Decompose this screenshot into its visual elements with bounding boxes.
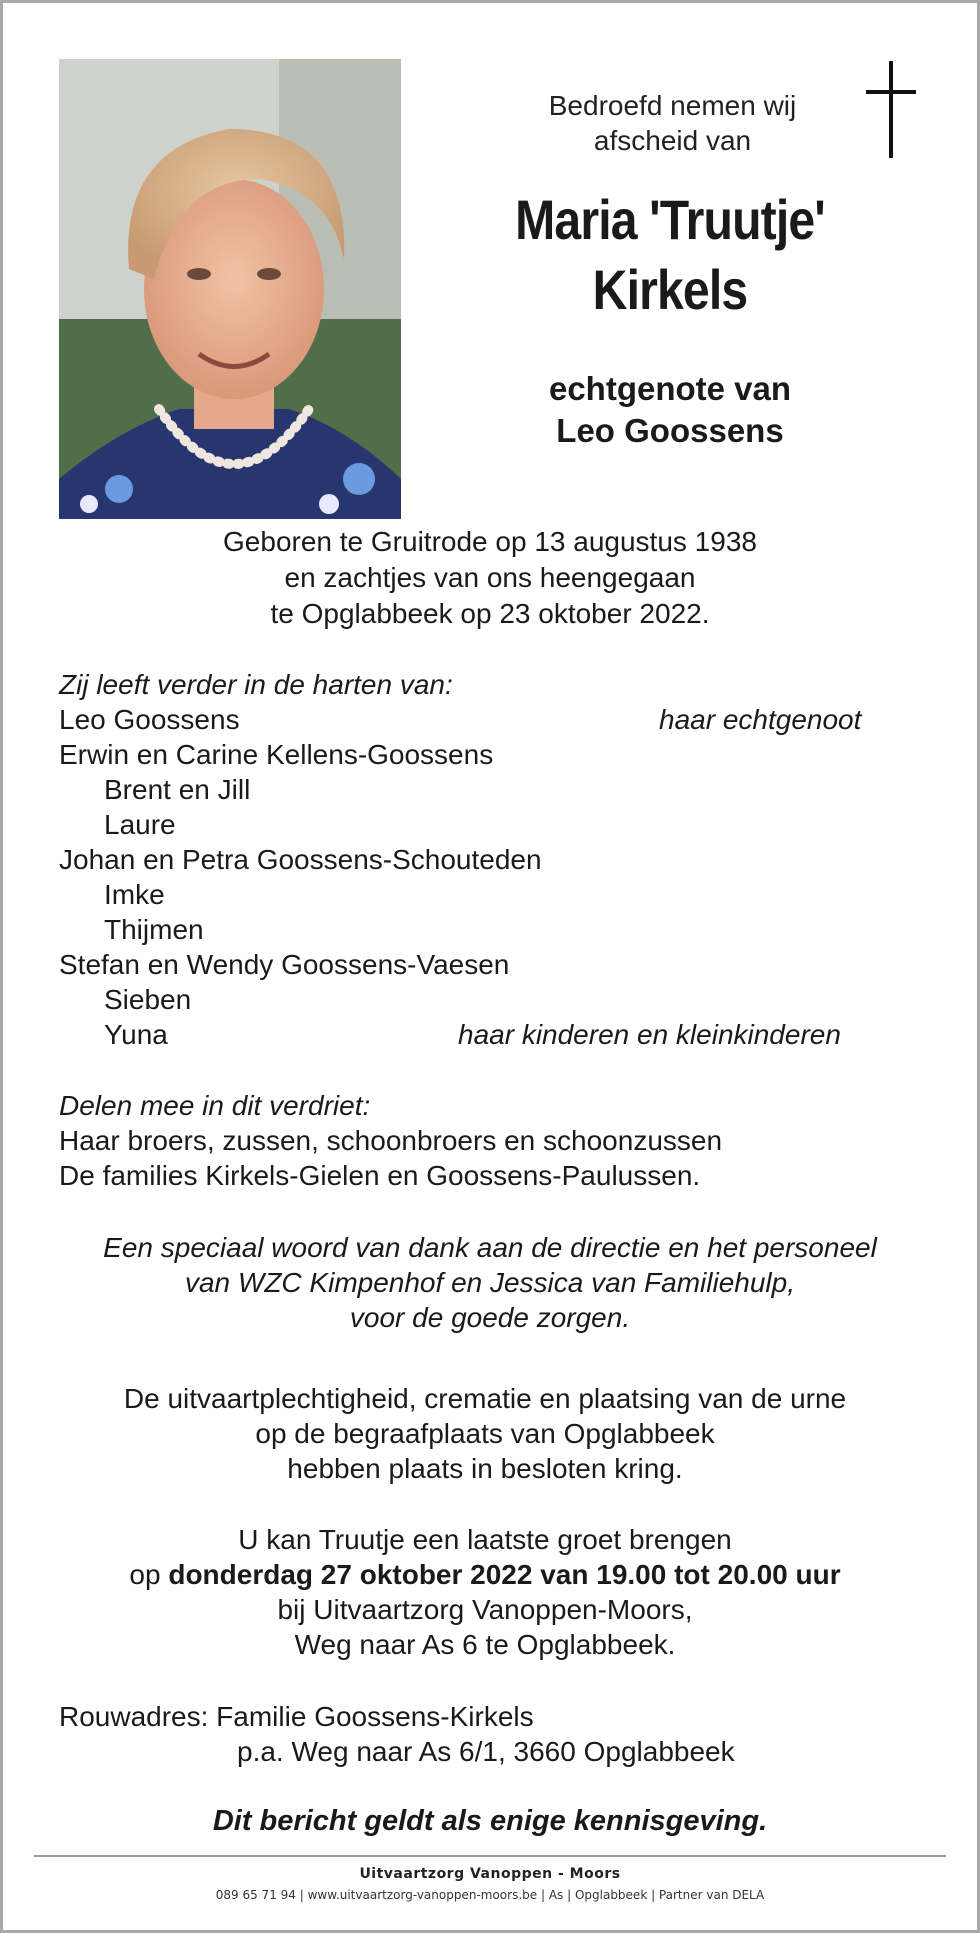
share-line-2: De families Kirkels-Gielen en Goossens-Paulussen. (59, 1160, 701, 1191)
family-member: Leo Goossens (59, 704, 240, 735)
deceased-name-line-1: Maria 'Truutje' (515, 188, 825, 251)
thanks-section (59, 1230, 921, 1335)
spouse-text (480, 368, 860, 452)
portrait-photo (59, 59, 401, 519)
visit-line-2 (59, 1557, 911, 1592)
visit-date-time: donderdag 27 oktober 2022 van 19.00 tot 20.00 uur (168, 1559, 841, 1590)
share-heading: Delen mee in dit verdriet: (59, 1090, 371, 1121)
family-member: Erwin en Carine Kellens-Goossens (59, 739, 494, 770)
family-member: Sieben (104, 984, 192, 1015)
family-relation-note: haar kinderen en kleinkinderen (458, 1019, 841, 1050)
intro-line-2: afscheid van (593, 125, 752, 156)
deceased-name-line-2: Kirkels (592, 258, 748, 321)
share-section (59, 1088, 919, 1193)
family-member: Johan en Petra Goossens-Schouteden (59, 844, 542, 875)
thanks-line-3: voor de goede zorgen. (349, 1302, 631, 1333)
thanks-line-2: van WZC Kimpenhof en Jessica van Familiehulp, (184, 1267, 796, 1298)
ceremony-line-2: op de begraafplaats van Opglabbeek (255, 1418, 715, 1449)
family-heading: Zij leeft verder in de harten van: (59, 669, 453, 700)
spouse-line-1: echtgenote van (548, 370, 792, 407)
address-line-1: Rouwadres: Familie Goossens-Kirkels (59, 1701, 534, 1732)
cross-icon (866, 61, 916, 161)
birth-death-text (60, 524, 920, 632)
visit-line-4: Weg naar As 6 te Opglabbeek. (294, 1629, 676, 1660)
share-line-1: Haar broers, zussen, schoonbroers en schoonzussen (59, 1125, 723, 1156)
ceremony-line-1: De uitvaartplechtigheid, crematie en plaatsing van de urne (123, 1383, 847, 1414)
address-section (59, 1699, 919, 1769)
notice-text: Dit bericht geldt als enige kennisgeving. (212, 1805, 768, 1837)
intro-text (490, 88, 855, 158)
birth-line-1: Geboren te Gruitrode op 13 augustus 1938 (223, 526, 757, 557)
family-member: Brent en Jill (104, 774, 251, 805)
deceased-name (464, 185, 877, 325)
spouse-line-2: Leo Goossens (556, 412, 784, 449)
visitation-section (59, 1522, 911, 1662)
birth-line-3: te Opglabbeek op 23 oktober 2022. (270, 598, 710, 629)
family-section (59, 667, 919, 1052)
ceremony-line-3: hebben plaats in besloten kring. (287, 1453, 683, 1484)
visit-line-1: U kan Truutje een laatste groet brengen (238, 1524, 732, 1555)
ceremony-section (59, 1381, 911, 1486)
footer-divider (34, 1855, 946, 1857)
portrait-illustration (59, 59, 401, 519)
family-member: Thijmen (104, 914, 204, 945)
birth-line-2: en zachtjes van ons heengegaan (284, 562, 696, 593)
visit-line-2-prefix: op (129, 1559, 161, 1590)
footer-company: Uitvaartzorg Vanoppen - Moors (359, 1866, 621, 1882)
family-member: Stefan en Wendy Goossens-Vaesen (59, 949, 510, 980)
family-member: Yuna (104, 1019, 168, 1050)
family-member: Laure (104, 809, 176, 840)
address-line-2: p.a. Weg naar As 6/1, 3660 Opglabbeek (237, 1736, 735, 1767)
footer-contact-info: 089 65 71 94 | www.uitvaartzorg-vanoppen-moors.be | As | Opglabbeek | Partner van DELA (215, 1888, 765, 1902)
family-relation-note: haar echtgenoot (659, 704, 862, 735)
family-member: Imke (104, 879, 165, 910)
thanks-line-1: Een speciaal woord van dank aan de directie en het personeel (103, 1232, 877, 1263)
intro-line-1: Bedroefd nemen wij (548, 90, 797, 121)
visit-line-3: bij Uitvaartzorg Vanoppen-Moors, (277, 1594, 693, 1625)
